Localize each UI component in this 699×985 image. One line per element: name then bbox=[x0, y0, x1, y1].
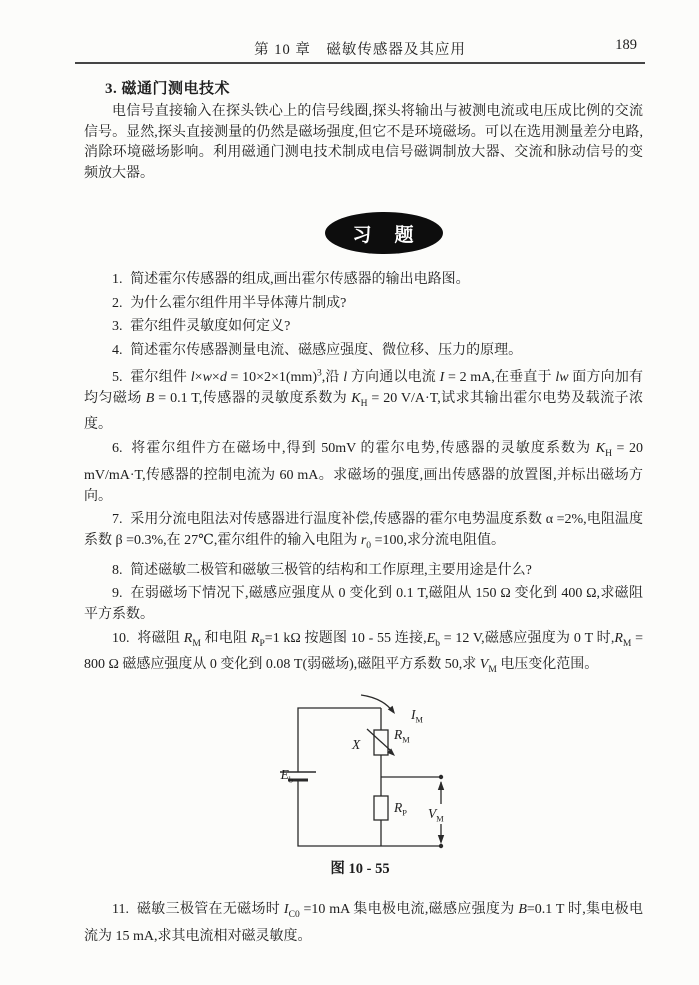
wire-top bbox=[298, 708, 381, 772]
chapter-title: 第 10 章 磁敏传感器及其应用 bbox=[254, 42, 466, 58]
exercise-number: 8. bbox=[112, 562, 123, 578]
exercise-number: 9. bbox=[112, 586, 123, 602]
exercise-number: 1. bbox=[112, 272, 123, 287]
exercise-number: 3. bbox=[112, 319, 123, 334]
exercise-text: 简述磁敏二极管和磁敏三极管的结构和工作原理,主要用途是什么? bbox=[130, 562, 532, 578]
exercise-list-tail bbox=[84, 899, 643, 947]
exercise-text: 霍尔组件灵敏度如何定义? bbox=[130, 319, 291, 334]
exercise-number: 11. bbox=[112, 902, 129, 918]
section-paragraph: 电信号直接输入在探头铁心上的信号线圈,探头将输出与被测电流或电压成比例的交流信号。显然,探头直接测量的仍然是磁场强度,但它不是环境磁场。可以在选用测量差分电路,消除环境磁场影响。利用磁通门测电技术制成电信号磁调制放大器、交流和脉动信号的变频放大器。 bbox=[84, 104, 643, 181]
label-vm: $V_M$ bbox=[428, 806, 444, 824]
page-header bbox=[75, 0, 645, 64]
vm-arrowhead-up bbox=[438, 781, 444, 790]
exercise-text: 采用分流电阻法对传感器进行温度补偿,传感器的霍尔电势温度系数 α =2%,电阻温度系数 β =0.3%,在 27℃,霍尔组件的输入电阻为 $r_0 =100$,求分流电阻值。 bbox=[84, 512, 643, 552]
exercise-text: 将霍尔组件方在磁场中,得到 50mV 的霍尔电势,传感器的灵敏度系数为 $K_H = 20$ mV/mA·T,传感器的控制电流为 60 mA。求磁场的强度,画出传感器的放置图,并标出磁场方向。 bbox=[84, 440, 643, 504]
exercise-item bbox=[84, 438, 643, 507]
exercise-item bbox=[84, 340, 643, 361]
exercise-item bbox=[84, 363, 643, 435]
label-im: $I_M$ bbox=[411, 707, 423, 725]
exercise-item bbox=[84, 509, 643, 557]
exercise-number: 6. bbox=[112, 440, 123, 456]
terminal-bottom bbox=[439, 844, 443, 848]
label-rm: $R_M$ bbox=[394, 727, 410, 745]
exercise-number: 4. bbox=[112, 342, 123, 358]
page-content bbox=[0, 77, 699, 947]
exercise-item bbox=[84, 293, 643, 314]
section-heading: 3. 磁通门测电技术 bbox=[105, 81, 231, 97]
exercise-text: 简述霍尔传感器的组成,画出霍尔传感器的输出电路图。 bbox=[130, 272, 470, 287]
terminal-top bbox=[439, 775, 443, 779]
label-rp: $R_P$ bbox=[394, 800, 407, 818]
vm-arrowhead-down bbox=[438, 835, 444, 844]
exercise-text: 磁敏三极管在无磁场时 $I_{C0} =10$ mA 集电极电流,磁感应强度为 B=0.1 T 时,集电极电流为 15 mA,求其电流相对磁灵敏度。 bbox=[84, 902, 643, 944]
exercise-item bbox=[84, 269, 643, 290]
circuit-figure bbox=[255, 693, 465, 885]
exercise-text: 简述霍尔传感器测量电流、磁感应强度、微位移、压力的原理。 bbox=[130, 342, 523, 358]
exercise-text: 为什么霍尔组件用半导体薄片制成? bbox=[130, 295, 347, 311]
exercise-number: 10. bbox=[112, 630, 130, 646]
label-x: X bbox=[352, 737, 361, 753]
exercises-title: 习 题 bbox=[352, 224, 416, 246]
wire-bottom bbox=[298, 780, 441, 846]
exercise-text: 霍尔组件 l×w×d = 10×2×1(mm)$^3$,沿 l 方向通以电流 I = 2 mA,在垂直于 lw 面方向加有均匀磁场 B = 0.1 T,传感器的灵敏度系数为 $K_H = 20$ V/A·T,试求其输出霍尔电势及载流子浓度。 bbox=[84, 368, 644, 433]
resistor-rp bbox=[374, 796, 388, 820]
page-number: 189 bbox=[615, 37, 637, 53]
exercises-badge bbox=[325, 212, 443, 254]
exercise-text: 将磁阻 $R_M$ 和电阻 $R_P=1$ kΩ 按题图 10 - 55 连接$,E_b = 12$ V,磁感应强度为 0 T 时$,R_M = 800$ Ω 磁感应强度从 0 变化到 0.08 T(弱磁场),磁阻平方系数 50,求 $V_M$ 电压变化范围。 bbox=[84, 630, 644, 676]
exercise-number: 7. bbox=[112, 512, 123, 528]
exercise-number: 5. bbox=[112, 369, 123, 385]
exercise-list bbox=[84, 269, 643, 681]
label-eb: $E_b$ bbox=[280, 767, 293, 785]
exercise-item bbox=[84, 583, 643, 625]
exercise-item bbox=[84, 628, 643, 682]
figure-caption: 图 10 - 55 bbox=[330, 861, 390, 878]
exercise-number: 2. bbox=[112, 295, 123, 311]
exercise-item bbox=[84, 316, 643, 337]
exercise-item bbox=[84, 560, 643, 581]
exercise-text: 在弱磁场下情况下,磁感应强度从 0 变化到 0.1 T,磁阻从 150 Ω 变化到 400 Ω,求磁阻平方系数。 bbox=[84, 586, 643, 623]
exercise-item bbox=[84, 899, 643, 947]
